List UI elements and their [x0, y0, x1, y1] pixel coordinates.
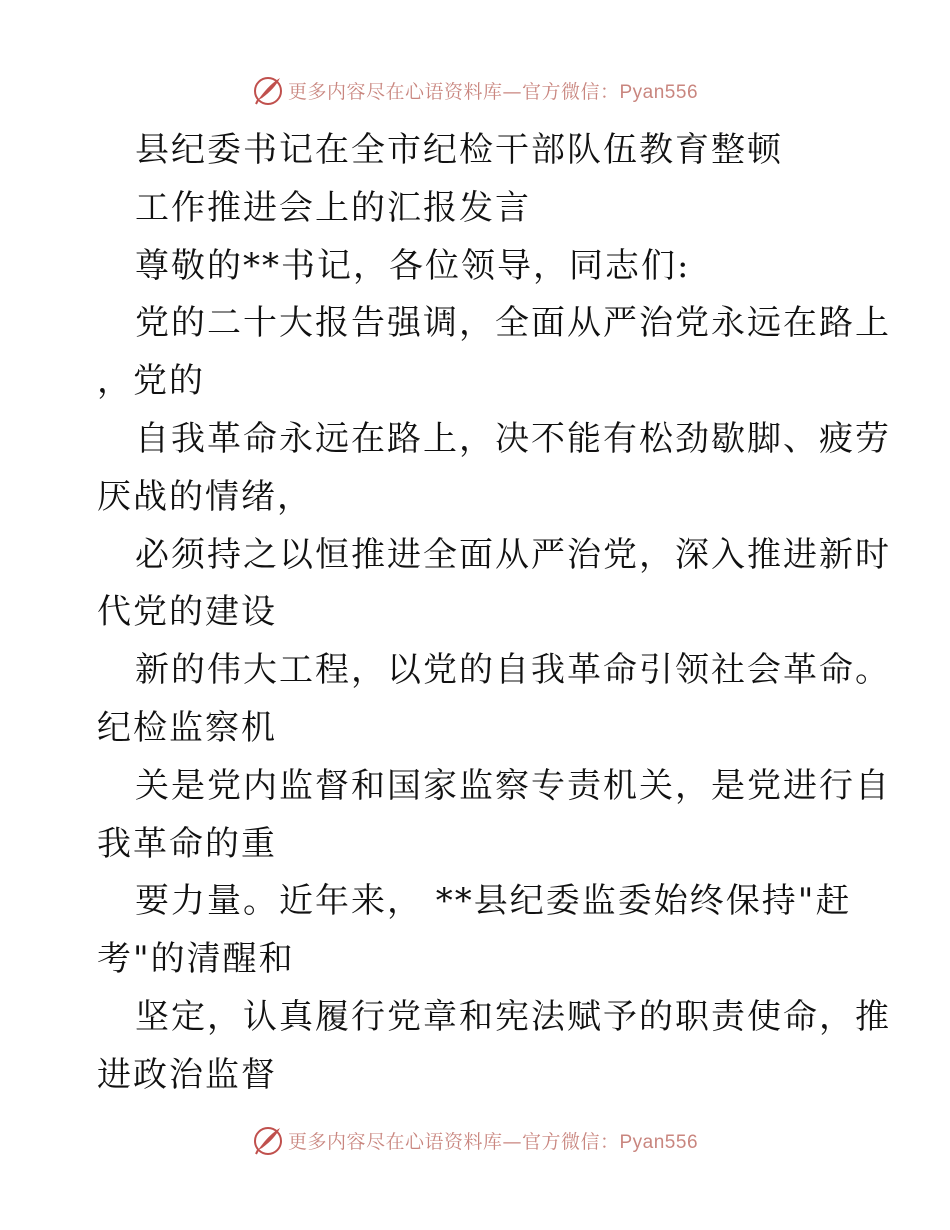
footer-banner — [0, 1122, 950, 1158]
text-line: 党的二十大报告强调，全面从严治党永远在路上 — [135, 303, 891, 344]
text-line: 必须持之以恒推进全面从严治党，深入推进新时 — [135, 534, 891, 575]
text-line: 关是党内监督和国家监察专责机关，是党进行自 — [135, 765, 891, 806]
text-line: 我革命的重 — [97, 823, 277, 864]
title-line-2: 工作推进会上的汇报发言 — [135, 187, 531, 228]
salutation: 尊敬的**书记，各位领导，同志们: — [135, 245, 691, 286]
footer-wechat-id: Pyan556 — [619, 1131, 699, 1153]
text-line: 要力量。近年来， **县纪委监委始终保持"赶 — [135, 881, 852, 922]
text-line: 纪检监察机 — [97, 707, 277, 748]
document-body — [97, 122, 891, 1105]
header-banner-text: 更多内容尽在心语资料库—官方微信： — [287, 80, 620, 103]
text-line: 代党的建设 — [97, 592, 277, 633]
text-line: 考"的清醒和 — [97, 939, 295, 980]
title-line-1: 县纪委书记在全市纪检干部队伍教育整顿 — [135, 130, 783, 170]
header-banner — [0, 72, 950, 108]
text-line: 进政治监督 — [97, 1054, 277, 1095]
text-line: 坚定，认真履行党章和宪法赋予的职责使命，推 — [135, 996, 891, 1037]
text-line: 自我革命永远在路上，决不能有松劲歇脚、疲劳 — [135, 418, 891, 459]
text-line: ，党的 — [97, 361, 205, 402]
footer-banner-text: 更多内容尽在心语资料库—官方微信： — [287, 1130, 620, 1153]
header-wechat-id: Pyan556 — [619, 81, 699, 103]
quill-logo-icon — [252, 1124, 284, 1156]
quill-logo-icon — [252, 74, 284, 106]
text-line: 新的伟大工程，以党的自我革命引领社会革命。 — [135, 650, 891, 691]
text-line: 厌战的情绪， — [97, 476, 313, 517]
